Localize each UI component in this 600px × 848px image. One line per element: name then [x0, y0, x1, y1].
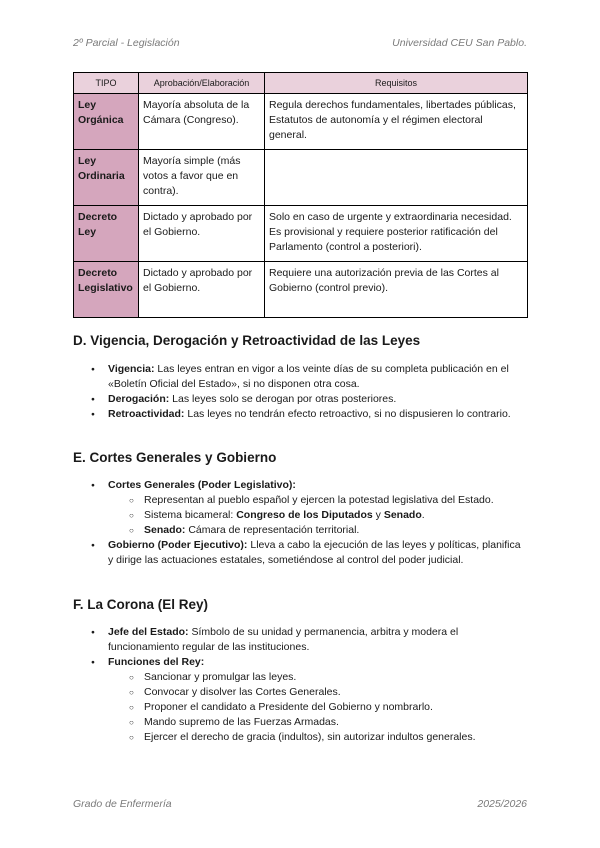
sublist-item: ○ Sancionar y promulgar las leyes. [144, 670, 528, 685]
table-cell-approval: Mayoría absoluta de la Cámara (Congreso). [139, 94, 265, 150]
sublist-item: ○ Proponer el candidato a Presidente del Gobierno y nombrarlo. [144, 700, 528, 715]
item-text: Símbolo de su unidad y permanencia, arbitra y modera el funcionamiento regular de las instituciones. [108, 626, 459, 653]
list-item [108, 478, 528, 538]
item-text: Cámara de representación territorial. [185, 524, 360, 536]
table-cell-requirements: Regula derechos fundamentales, libertades públicas, Estatutos de autonomía y el régimen electoral general. [265, 94, 528, 150]
sublist-item: ○ Mando supremo de las Fuerzas Armadas. [144, 715, 528, 730]
item-text: Sistema bicameral: [144, 509, 237, 521]
sublist-item [144, 523, 528, 538]
section-f-title: F. La Corona (El Rey) [73, 597, 209, 612]
footer-degree: Grado de Enfermería [73, 798, 172, 810]
table-cell-requirements: Requiere una autorización previa de las Cortes al Gobierno (control previo). [265, 262, 528, 318]
table-cell-approval: Dictado y aprobado por el Gobierno. [139, 262, 265, 318]
table-cell-requirements [265, 150, 528, 206]
section-e-list [73, 478, 528, 568]
item-label: Senado: [144, 524, 186, 536]
page-header [73, 37, 527, 49]
item-label: Cortes Generales (Poder Legislativo): [108, 479, 296, 491]
item-label: Retroactividad: [108, 408, 185, 420]
sublist-item: ○ Ejercer el derecho de gracia (indultos), sin autorizar indultos generales. [144, 730, 528, 745]
item-label: Gobierno (Poder Ejecutivo): [108, 539, 248, 551]
item-text: Las leyes solo se derogan por otras posteriores. [169, 393, 397, 405]
item-label: Derogación: [108, 393, 170, 405]
header-university: Universidad CEU San Pablo. [392, 37, 527, 49]
item-text: y [372, 509, 384, 521]
sublist-item: ○ Convocar y disolver las Cortes Generales. [144, 685, 528, 700]
table-header-row [74, 73, 528, 94]
list-item [108, 392, 528, 407]
table-header-cell: TIPO [74, 73, 139, 94]
table-row [74, 262, 528, 318]
table-cell-approval: Mayoría simple (más votos a favor que en contra). [139, 150, 265, 206]
item-label: Vigencia: [108, 363, 155, 375]
list-item [108, 407, 528, 422]
item-text: Lleva a cabo la ejecución de las leyes y políticas, planifica y dirige las actuaciones estatales, sometiéndose al control del poder judicial. [108, 539, 521, 566]
page-footer [73, 798, 527, 810]
list-item [108, 362, 528, 392]
section-d-list [73, 362, 528, 422]
table-cell-requirements: Solo en caso de urgente y extraordinaria necesidad. Es provisional y requiere posterior ratificación del Parlamento (control a posteriori). [265, 206, 528, 262]
sublist-item [144, 508, 528, 523]
table-cell-type: Ley Ordinaria [74, 150, 139, 206]
list-item [108, 625, 528, 655]
item-text: Las leyes entran en vigor a los veinte días de su completa publicación en el «Boletín Oficial del Estado», si no disponen otra cosa. [108, 363, 509, 390]
section-e-title: E. Cortes Generales y Gobierno [73, 450, 277, 465]
table-row [74, 206, 528, 262]
table-row [74, 94, 528, 150]
item-text: . [421, 509, 425, 521]
section-d-title: D. Vigencia, Derogación y Retroactividad de las Leyes [73, 333, 421, 348]
footer-year: 2025/2026 [477, 798, 527, 810]
table-row [74, 150, 528, 206]
table-header-cell: Aprobación/Elaboración [139, 73, 265, 94]
item-bold: Congreso de los Diputados [236, 509, 373, 521]
table-header-cell: Requisitos [265, 73, 528, 94]
item-bold: Senado [383, 509, 422, 521]
list-item [108, 538, 528, 568]
list-item [108, 655, 528, 745]
funciones-sublist [108, 670, 528, 745]
table-cell-approval: Dictado y aprobado por el Gobierno. [139, 206, 265, 262]
law-types-table [73, 72, 528, 318]
sublist-item [144, 493, 528, 508]
table-cell-type: Ley Orgánica [74, 94, 139, 150]
item-text: Las leyes no tendrán efecto retroactivo, si no dispusieren lo contrario. [184, 408, 511, 420]
item-label: Jefe del Estado: [108, 626, 189, 638]
cortes-sublist [108, 493, 528, 538]
table-cell-type: Decreto Legislativo [74, 262, 139, 318]
section-f-list [73, 625, 528, 745]
table-cell-type: Decreto Ley [74, 206, 139, 262]
item-text: Representan al pueblo español y ejercen la potestad legislativa del Estado. [144, 494, 494, 506]
header-course: 2º Parcial - Legislación [73, 37, 180, 49]
item-label: Funciones del Rey: [108, 656, 205, 668]
